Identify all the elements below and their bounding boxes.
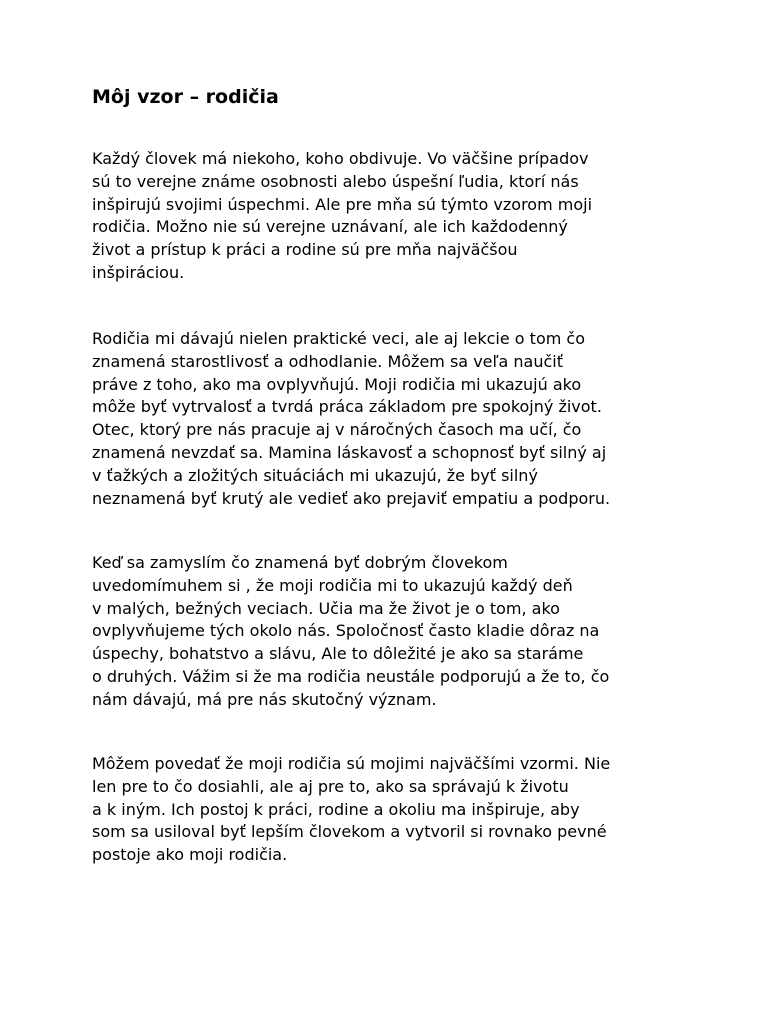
paragraph-line: znamená nevzdať sa. Mamina láskavosť a schopnosť byť silný aj: [92, 442, 607, 462]
paragraph-line: sú to verejne známe osobnosti alebo úspešní ľudia, ktorí nás: [92, 171, 579, 191]
paragraph-3: [92, 552, 692, 712]
paragraph-line: postoje ako moji rodičia.: [92, 845, 288, 865]
paragraph-4: [92, 753, 692, 867]
paragraph-line: Rodičia mi dávajú nielen praktické veci, ale aj lekcie o tom čo: [92, 329, 585, 348]
paragraph-2: [92, 328, 692, 510]
paragraph-line: život a prístup k práci a rodine sú pre mňa najväčšou: [92, 240, 518, 260]
paragraph-line: Keď sa zamyslím čo znamená byť dobrým človekom: [92, 553, 508, 572]
paragraph-line: znamená starostlivosť a odhodlanie. Môžem sa veľa naučiť: [92, 351, 563, 371]
paragraph-line: nám dávajú, má pre nás skutočný význam.: [92, 689, 437, 709]
paragraph-line: v malých, bežných veciach. Učia ma že život je o tom, ako: [92, 598, 560, 618]
document-title: Môj vzor – rodičia: [92, 86, 279, 108]
paragraph-line: úspechy, bohatstvo a slávu, Ale to dôležité je ako sa staráme: [92, 644, 584, 664]
paragraph-line: Môžem povedať že moji rodičia sú mojimi najväčšími vzormi. Nie: [92, 754, 611, 773]
paragraph-line: len pre to čo dosiahli, ale aj pre to, ako sa správajú k životu: [92, 776, 569, 796]
paragraph-line: Otec, ktorý pre nás pracuje aj v náročných časoch ma učí, čo: [92, 420, 582, 440]
paragraph-line: práve z toho, ako ma ovplyvňujú. Moji rodičia mi ukazujú ako: [92, 374, 582, 394]
paragraph-line: inšpirujú svojimi úspechmi. Ale pre mňa sú týmto vzorom moji: [92, 194, 593, 214]
paragraph-line: som sa usiloval byť lepším človekom a vytvoril si rovnako pevné: [92, 822, 607, 842]
paragraph-line: o druhých. Vážim si že ma rodičia neustále podporujú a že to, čo: [92, 666, 610, 686]
paragraph-1: [92, 148, 692, 285]
paragraph-line: a k iným. Ich postoj k práci, rodine a okoliu ma inšpiruje, aby: [92, 799, 580, 819]
paragraph-line: uvedomímuhem si , že moji rodičia mi to ukazujú každý deň: [92, 575, 573, 595]
paragraph-line: neznamená byť krutý ale vedieť ako prejaviť empatiu a podporu.: [92, 488, 611, 508]
paragraph-line: ovplyvňujeme tých okolo nás. Spoločnosť často kladie dôraz na: [92, 621, 600, 641]
paragraph-line: Každý človek má niekoho, koho obdivuje. Vo väčšine prípadov: [92, 149, 589, 168]
paragraph-line: rodičia. Možno nie sú verejne uznávaní, ale ich každodenný: [92, 217, 568, 237]
paragraph-line: môže byť vytrvalosť a tvrdá práca základom pre spokojný život.: [92, 397, 602, 417]
paragraph-line: inšpiráciou.: [92, 262, 185, 282]
paragraph-line: v ťažkých a zložitých situáciách mi ukazujú, že byť silný: [92, 465, 538, 485]
